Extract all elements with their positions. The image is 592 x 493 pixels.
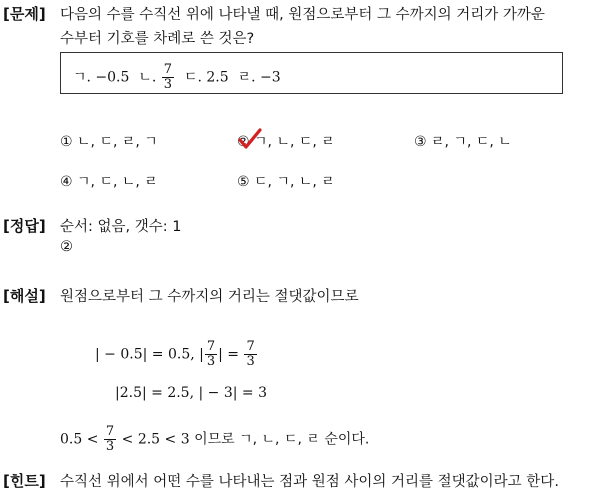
item-d: ㄹ. −3 xyxy=(237,69,281,86)
items-row xyxy=(73,63,281,92)
item-b-prefix: ㄴ. xyxy=(138,69,157,86)
item-b-denominator: 3 xyxy=(163,77,173,92)
answer-meta: 순서: 없음, 갯수: 1 xyxy=(60,219,182,235)
choice-3[interactable] xyxy=(414,131,512,151)
equation-1 xyxy=(95,340,258,369)
explanation-intro: 원점으로부터 그 수까지의 거리는 절댓값이므로 xyxy=(60,289,359,305)
choice-3-text: ㄹ, ㄱ, ㄷ, ㄴ xyxy=(431,134,512,150)
equation-1-mid: | = xyxy=(218,346,240,363)
choice-3-number: ③ xyxy=(414,134,427,150)
conclusion-fraction xyxy=(104,425,116,454)
question-tag: [문제] xyxy=(3,5,46,23)
equation-1-result-fraction xyxy=(244,340,256,369)
conclusion-left: 0.5 < xyxy=(60,431,99,448)
equation-1-result-denominator: 3 xyxy=(246,354,255,369)
choice-5-number: ⑤ xyxy=(237,174,250,190)
choice-4[interactable] xyxy=(60,171,158,191)
answer-tag: [정답] xyxy=(3,217,46,235)
equation-1-left: | − 0.5| = 0.5, | xyxy=(95,346,204,363)
question-line-1: 다음의 수를 수직선 위에 나타낼 때, 원점으로부터 그 수까지의 거리가 가까운 xyxy=(60,7,545,23)
equation-1-fraction xyxy=(205,340,217,369)
item-c: ㄷ. 2.5 xyxy=(183,69,229,86)
conclusion-numerator: 7 xyxy=(105,424,115,439)
choice-5-text: ㄷ, ㄱ, ㄴ, ㄹ xyxy=(254,174,335,190)
equation-1-numerator: 7 xyxy=(206,339,216,354)
question-line-2: 수부터 기호를 차례로 쓴 것은? xyxy=(60,31,255,47)
equation-1-denominator: 3 xyxy=(206,354,216,369)
checkmark-icon xyxy=(238,128,262,150)
answer-value: ② xyxy=(60,239,73,255)
hint-text: 수직선 위에서 어떤 수를 나타내는 점과 원점 사이의 거리를 절댓값이라고 한다. xyxy=(60,474,559,490)
item-b-fraction xyxy=(162,63,174,92)
items-box xyxy=(60,52,563,94)
conclusion-right: < 2.5 < 3 xyxy=(121,431,190,448)
equation-1-result-numerator: 7 xyxy=(246,339,255,354)
choice-1[interactable] xyxy=(60,131,158,151)
choice-2-text: ㄱ, ㄴ, ㄷ, ㄹ xyxy=(254,134,335,150)
choice-4-text: ㄱ, ㄷ, ㄴ, ㄹ xyxy=(77,174,158,190)
item-a: ㄱ. −0.5 xyxy=(73,69,130,86)
choice-5[interactable] xyxy=(237,171,335,191)
conclusion xyxy=(60,425,369,454)
explanation-tag: [해설] xyxy=(3,287,46,305)
equation-2: |2.5| = 2.5, | − 3| = 3 xyxy=(115,385,268,401)
choice-2-number: ② xyxy=(237,134,250,150)
choice-1-text: ㄴ, ㄷ, ㄹ, ㄱ xyxy=(77,134,158,150)
item-b-numerator: 7 xyxy=(163,62,173,77)
conclusion-denominator: 3 xyxy=(105,439,115,454)
conclusion-text: 이므로 ㄱ, ㄴ, ㄷ, ㄹ 순이다. xyxy=(194,431,370,448)
choice-1-number: ① xyxy=(60,134,73,150)
choice-4-number: ④ xyxy=(60,174,73,190)
hint-tag: [힌트] xyxy=(3,472,46,490)
